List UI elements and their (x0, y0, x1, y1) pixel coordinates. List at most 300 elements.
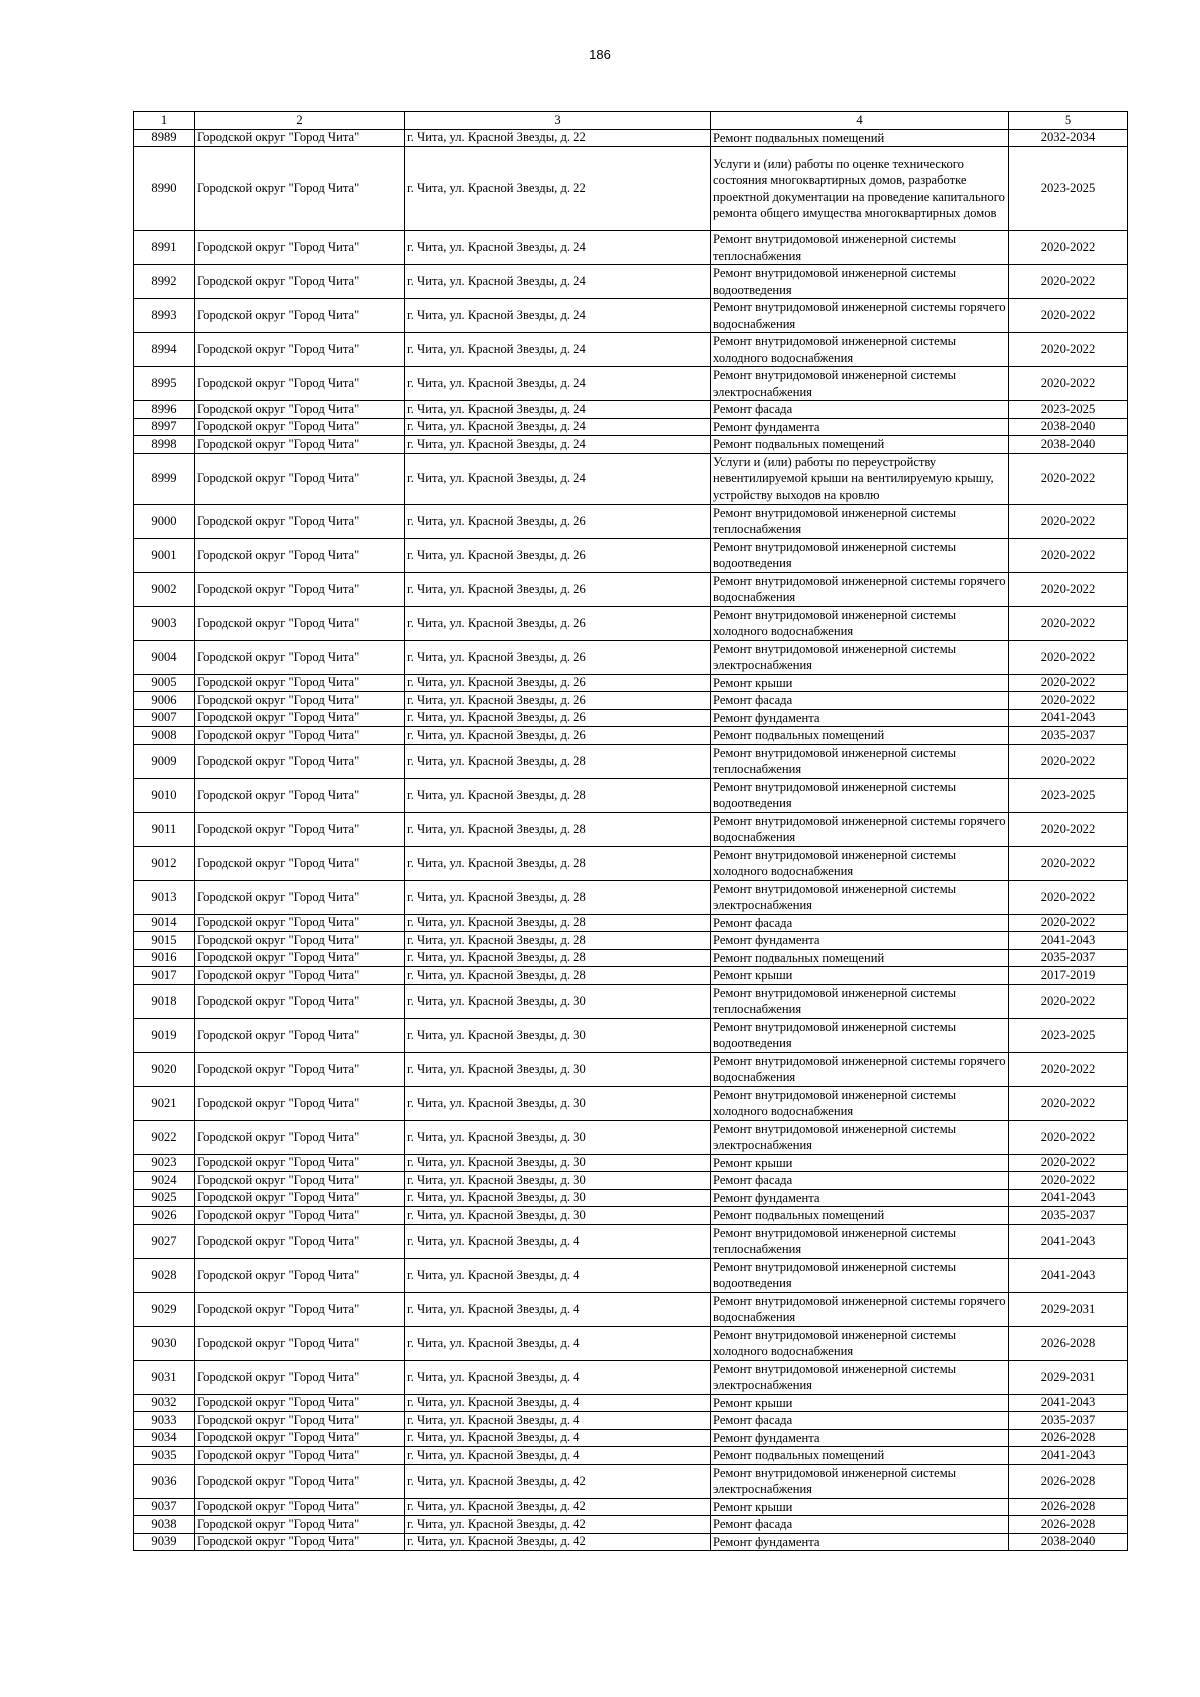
column-header-4: 4 (711, 112, 1009, 130)
column-header-5: 5 (1009, 112, 1128, 130)
table-row (134, 744, 1128, 778)
address-cell: г. Чита, ул. Красной Звезды, д. 26 (405, 504, 711, 538)
address-cell: г. Чита, ул. Красной Звезды, д. 26 (405, 538, 711, 572)
table-header-row (134, 112, 1128, 130)
address-cell: г. Чита, ул. Красной Звезды, д. 24 (405, 418, 711, 436)
table-row (134, 932, 1128, 950)
address-cell: г. Чита, ул. Красной Звезды, д. 26 (405, 692, 711, 710)
work-type-cell: Ремонт фасада (711, 1412, 1009, 1430)
column-header-2: 2 (195, 112, 405, 130)
work-type-cell: Ремонт внутридомовой инженерной системы горячего водоснабжения (711, 1292, 1009, 1326)
table-row (134, 1412, 1128, 1430)
work-type-cell: Ремонт подвальных помещений (711, 1207, 1009, 1225)
row-number: 9023 (134, 1154, 195, 1172)
row-number: 9028 (134, 1258, 195, 1292)
row-number: 9026 (134, 1207, 195, 1225)
work-type-cell: Ремонт внутридомовой инженерной системы теплоснабжения (711, 1224, 1009, 1258)
row-number: 8997 (134, 418, 195, 436)
address-cell: г. Чита, ул. Красной Звезды, д. 28 (405, 812, 711, 846)
row-number: 8994 (134, 333, 195, 367)
table-row (134, 1429, 1128, 1447)
address-cell: г. Чита, ул. Красной Звезды, д. 4 (405, 1429, 711, 1447)
address-cell: г. Чита, ул. Красной Звезды, д. 28 (405, 880, 711, 914)
municipality-cell: Городской округ "Город Чита" (195, 744, 405, 778)
period-cell: 2026-2028 (1009, 1429, 1128, 1447)
municipality-cell: Городской округ "Город Чита" (195, 812, 405, 846)
period-cell: 2041-2043 (1009, 1258, 1128, 1292)
row-number: 9009 (134, 744, 195, 778)
period-cell: 2035-2037 (1009, 1207, 1128, 1225)
row-number: 9038 (134, 1516, 195, 1534)
address-cell: г. Чита, ул. Красной Звезды, д. 24 (405, 231, 711, 265)
address-cell: г. Чита, ул. Красной Звезды, д. 24 (405, 453, 711, 504)
municipality-cell: Городской округ "Город Чита" (195, 727, 405, 745)
period-cell: 2029-2031 (1009, 1360, 1128, 1394)
row-number: 9036 (134, 1464, 195, 1498)
period-cell: 2020-2022 (1009, 572, 1128, 606)
municipality-cell: Городской округ "Город Чита" (195, 1154, 405, 1172)
municipality-cell: Городской округ "Город Чита" (195, 846, 405, 880)
address-cell: г. Чита, ул. Красной Звезды, д. 28 (405, 778, 711, 812)
municipality-cell: Городской округ "Город Чита" (195, 1086, 405, 1120)
work-type-cell: Ремонт внутридомовой инженерной системы холодного водоснабжения (711, 846, 1009, 880)
column-header-3: 3 (405, 112, 711, 130)
period-cell: 2026-2028 (1009, 1464, 1128, 1498)
row-number: 9010 (134, 778, 195, 812)
period-cell: 2020-2022 (1009, 538, 1128, 572)
row-number: 9008 (134, 727, 195, 745)
work-type-cell: Ремонт внутридомовой инженерной системы водоотведения (711, 1258, 1009, 1292)
period-cell: 2038-2040 (1009, 1533, 1128, 1551)
table-row (134, 1018, 1128, 1052)
table-row (134, 1258, 1128, 1292)
table-row (134, 436, 1128, 454)
work-type-cell: Ремонт внутридомовой инженерной системы электроснабжения (711, 1360, 1009, 1394)
municipality-cell: Городской округ "Город Чита" (195, 418, 405, 436)
period-cell: 2020-2022 (1009, 846, 1128, 880)
municipality-cell: Городской округ "Город Чита" (195, 967, 405, 985)
row-number: 9027 (134, 1224, 195, 1258)
period-cell: 2017-2019 (1009, 967, 1128, 985)
period-cell: 2041-2043 (1009, 709, 1128, 727)
work-type-cell: Ремонт крыши (711, 1394, 1009, 1412)
period-cell: 2020-2022 (1009, 744, 1128, 778)
address-cell: г. Чита, ул. Красной Звезды, д. 22 (405, 129, 711, 147)
work-type-cell: Ремонт внутридомовой инженерной системы водоотведения (711, 778, 1009, 812)
row-number: 9029 (134, 1292, 195, 1326)
address-cell: г. Чита, ул. Красной Звезды, д. 24 (405, 333, 711, 367)
table-row (134, 1394, 1128, 1412)
table-row (134, 778, 1128, 812)
period-cell: 2020-2022 (1009, 1052, 1128, 1086)
table-row (134, 1464, 1128, 1498)
municipality-cell: Городской округ "Город Чита" (195, 949, 405, 967)
municipality-cell: Городской округ "Город Чита" (195, 1189, 405, 1207)
table-row (134, 1189, 1128, 1207)
table-row (134, 914, 1128, 932)
row-number: 9003 (134, 606, 195, 640)
period-cell: 2032-2034 (1009, 129, 1128, 147)
table-row (134, 129, 1128, 147)
table-row (134, 967, 1128, 985)
address-cell: г. Чита, ул. Красной Звезды, д. 26 (405, 709, 711, 727)
municipality-cell: Городской округ "Город Чита" (195, 1207, 405, 1225)
table-row (134, 674, 1128, 692)
table-row (134, 846, 1128, 880)
work-type-cell: Ремонт внутридомовой инженерной системы водоотведения (711, 1018, 1009, 1052)
work-type-cell: Услуги и (или) работы по оценке технического состояния многоквартирных домов, разработке проектной документации на проведение капитального ремонта общего имущества многоквартирных домов (711, 147, 1009, 231)
municipality-cell: Городской округ "Город Чита" (195, 367, 405, 401)
municipality-cell: Городской округ "Город Чита" (195, 436, 405, 454)
work-type-cell: Ремонт крыши (711, 1154, 1009, 1172)
address-cell: г. Чита, ул. Красной Звезды, д. 42 (405, 1516, 711, 1534)
table-row (134, 1120, 1128, 1154)
work-type-cell: Ремонт внутридомовой инженерной системы холодного водоснабжения (711, 606, 1009, 640)
row-number: 9034 (134, 1429, 195, 1447)
address-cell: г. Чита, ул. Красной Звезды, д. 30 (405, 1172, 711, 1190)
row-number: 9021 (134, 1086, 195, 1120)
address-cell: г. Чита, ул. Красной Звезды, д. 28 (405, 846, 711, 880)
row-number: 9020 (134, 1052, 195, 1086)
work-type-cell: Ремонт фасада (711, 914, 1009, 932)
address-cell: г. Чита, ул. Красной Звезды, д. 4 (405, 1326, 711, 1360)
municipality-cell: Городской округ "Город Чита" (195, 984, 405, 1018)
row-number: 9015 (134, 932, 195, 950)
address-cell: г. Чита, ул. Красной Звезды, д. 4 (405, 1360, 711, 1394)
period-cell: 2020-2022 (1009, 265, 1128, 299)
row-number: 8999 (134, 453, 195, 504)
work-type-cell: Ремонт фундамента (711, 709, 1009, 727)
period-cell: 2020-2022 (1009, 984, 1128, 1018)
table-row (134, 504, 1128, 538)
period-cell: 2020-2022 (1009, 674, 1128, 692)
period-cell: 2020-2022 (1009, 333, 1128, 367)
municipality-cell: Городской округ "Город Чита" (195, 709, 405, 727)
row-number: 8992 (134, 265, 195, 299)
municipality-cell: Городской округ "Город Чита" (195, 1447, 405, 1465)
table-row (134, 367, 1128, 401)
row-number: 9025 (134, 1189, 195, 1207)
address-cell: г. Чита, ул. Красной Звезды, д. 4 (405, 1224, 711, 1258)
table-row (134, 265, 1128, 299)
period-cell: 2020-2022 (1009, 1154, 1128, 1172)
table-row (134, 1292, 1128, 1326)
period-cell: 2041-2043 (1009, 1447, 1128, 1465)
period-cell: 2020-2022 (1009, 453, 1128, 504)
municipality-cell: Городской округ "Город Чита" (195, 231, 405, 265)
address-cell: г. Чита, ул. Красной Звезды, д. 4 (405, 1292, 711, 1326)
table-row (134, 1360, 1128, 1394)
row-number: 9000 (134, 504, 195, 538)
address-cell: г. Чита, ул. Красной Звезды, д. 30 (405, 1154, 711, 1172)
table-row (134, 1533, 1128, 1551)
address-cell: г. Чита, ул. Красной Звезды, д. 4 (405, 1258, 711, 1292)
address-cell: г. Чита, ул. Красной Звезды, д. 30 (405, 1052, 711, 1086)
municipality-cell: Городской округ "Город Чита" (195, 1464, 405, 1498)
period-cell: 2020-2022 (1009, 299, 1128, 333)
table-row (134, 333, 1128, 367)
row-number: 9037 (134, 1498, 195, 1516)
period-cell: 2041-2043 (1009, 932, 1128, 950)
work-type-cell: Ремонт фасада (711, 1172, 1009, 1190)
row-number: 9006 (134, 692, 195, 710)
municipality-cell: Городской округ "Город Чита" (195, 778, 405, 812)
table-row (134, 401, 1128, 419)
table-row (134, 1447, 1128, 1465)
period-cell: 2020-2022 (1009, 1172, 1128, 1190)
municipality-cell: Городской округ "Город Чита" (195, 674, 405, 692)
address-cell: г. Чита, ул. Красной Звезды, д. 4 (405, 1412, 711, 1430)
municipality-cell: Городской округ "Город Чита" (195, 932, 405, 950)
work-type-cell: Ремонт внутридомовой инженерной системы теплоснабжения (711, 231, 1009, 265)
address-cell: г. Чита, ул. Красной Звезды, д. 30 (405, 1086, 711, 1120)
row-number: 9017 (134, 967, 195, 985)
address-cell: г. Чита, ул. Красной Звезды, д. 26 (405, 606, 711, 640)
work-type-cell: Ремонт внутридомовой инженерной системы холодного водоснабжения (711, 1326, 1009, 1360)
period-cell: 2026-2028 (1009, 1498, 1128, 1516)
work-type-cell: Ремонт крыши (711, 674, 1009, 692)
municipality-cell: Городской округ "Город Чита" (195, 401, 405, 419)
address-cell: г. Чита, ул. Красной Звезды, д. 24 (405, 265, 711, 299)
period-cell: 2026-2028 (1009, 1326, 1128, 1360)
table-row (134, 1207, 1128, 1225)
row-number: 8991 (134, 231, 195, 265)
work-type-cell: Ремонт фундамента (711, 418, 1009, 436)
table-row (134, 880, 1128, 914)
work-type-cell: Ремонт внутридомовой инженерной системы горячего водоснабжения (711, 299, 1009, 333)
row-number: 8989 (134, 129, 195, 147)
period-cell: 2023-2025 (1009, 147, 1128, 231)
work-type-cell: Ремонт внутридомовой инженерной системы водоотведения (711, 265, 1009, 299)
work-type-cell: Ремонт внутридомовой инженерной системы теплоснабжения (711, 744, 1009, 778)
row-number: 9030 (134, 1326, 195, 1360)
table-body (134, 129, 1128, 1551)
municipality-cell: Городской округ "Город Чита" (195, 333, 405, 367)
municipality-cell: Городской округ "Город Чита" (195, 1533, 405, 1551)
work-type-cell: Ремонт внутридомовой инженерной системы электроснабжения (711, 880, 1009, 914)
address-cell: г. Чита, ул. Красной Звезды, д. 28 (405, 932, 711, 950)
municipality-cell: Городской округ "Город Чита" (195, 1394, 405, 1412)
row-number: 8990 (134, 147, 195, 231)
address-cell: г. Чита, ул. Красной Звезды, д. 4 (405, 1394, 711, 1412)
municipality-cell: Городской округ "Город Чита" (195, 504, 405, 538)
table-row (134, 1086, 1128, 1120)
table-row (134, 709, 1128, 727)
row-number: 8995 (134, 367, 195, 401)
table-row (134, 812, 1128, 846)
work-schedule-table (133, 111, 1128, 1551)
row-number: 8998 (134, 436, 195, 454)
period-cell: 2026-2028 (1009, 1516, 1128, 1534)
work-type-cell: Ремонт подвальных помещений (711, 949, 1009, 967)
work-type-cell: Ремонт фасада (711, 692, 1009, 710)
row-number: 9018 (134, 984, 195, 1018)
row-number: 9001 (134, 538, 195, 572)
period-cell: 2035-2037 (1009, 727, 1128, 745)
table-row (134, 1498, 1128, 1516)
work-type-cell: Ремонт внутридомовой инженерной системы холодного водоснабжения (711, 1086, 1009, 1120)
municipality-cell: Городской округ "Город Чита" (195, 1018, 405, 1052)
period-cell: 2038-2040 (1009, 436, 1128, 454)
address-cell: г. Чита, ул. Красной Звезды, д. 26 (405, 640, 711, 674)
row-number: 8993 (134, 299, 195, 333)
work-type-cell: Ремонт внутридомовой инженерной системы горячего водоснабжения (711, 1052, 1009, 1086)
municipality-cell: Городской округ "Город Чита" (195, 880, 405, 914)
table-row (134, 1224, 1128, 1258)
table-row (134, 1516, 1128, 1534)
address-cell: г. Чита, ул. Красной Звезды, д. 42 (405, 1498, 711, 1516)
municipality-cell: Городской округ "Город Чита" (195, 299, 405, 333)
address-cell: г. Чита, ул. Красной Звезды, д. 30 (405, 984, 711, 1018)
row-number: 9033 (134, 1412, 195, 1430)
period-cell: 2035-2037 (1009, 1412, 1128, 1430)
table-row (134, 147, 1128, 231)
period-cell: 2020-2022 (1009, 606, 1128, 640)
row-number: 8996 (134, 401, 195, 419)
work-type-cell: Ремонт фасада (711, 401, 1009, 419)
period-cell: 2035-2037 (1009, 949, 1128, 967)
address-cell: г. Чита, ул. Красной Звезды, д. 4 (405, 1447, 711, 1465)
address-cell: г. Чита, ул. Красной Звезды, д. 30 (405, 1018, 711, 1052)
period-cell: 2020-2022 (1009, 1120, 1128, 1154)
table-row (134, 1052, 1128, 1086)
period-cell: 2020-2022 (1009, 367, 1128, 401)
address-cell: г. Чита, ул. Красной Звезды, д. 30 (405, 1120, 711, 1154)
work-type-cell: Услуги и (или) работы по переустройству невентилируемой крыши на вентилируемую крышу, устройству выходов на кровлю (711, 453, 1009, 504)
work-type-cell: Ремонт фундамента (711, 1189, 1009, 1207)
row-number: 9014 (134, 914, 195, 932)
work-type-cell: Ремонт фундамента (711, 1533, 1009, 1551)
address-cell: г. Чита, ул. Красной Звезды, д. 26 (405, 674, 711, 692)
municipality-cell: Городской округ "Город Чита" (195, 1172, 405, 1190)
municipality-cell: Городской округ "Город Чита" (195, 1326, 405, 1360)
row-number: 9005 (134, 674, 195, 692)
column-header-1: 1 (134, 112, 195, 130)
address-cell: г. Чита, ул. Красной Звезды, д. 28 (405, 967, 711, 985)
table-row (134, 231, 1128, 265)
work-type-cell: Ремонт подвальных помещений (711, 436, 1009, 454)
work-type-cell: Ремонт фундамента (711, 932, 1009, 950)
table-row (134, 1172, 1128, 1190)
work-type-cell: Ремонт внутридомовой инженерной системы водоотведения (711, 538, 1009, 572)
address-cell: г. Чита, ул. Красной Звезды, д. 42 (405, 1464, 711, 1498)
municipality-cell: Городской округ "Город Чита" (195, 692, 405, 710)
table-row (134, 538, 1128, 572)
row-number: 9012 (134, 846, 195, 880)
page-number: 186 (589, 47, 611, 62)
work-type-cell: Ремонт подвальных помещений (711, 129, 1009, 147)
municipality-cell: Городской округ "Город Чита" (195, 129, 405, 147)
work-type-cell: Ремонт подвальных помещений (711, 1447, 1009, 1465)
row-number: 9031 (134, 1360, 195, 1394)
address-cell: г. Чита, ул. Красной Звезды, д. 28 (405, 914, 711, 932)
address-cell: г. Чита, ул. Красной Звезды, д. 26 (405, 727, 711, 745)
work-type-cell: Ремонт внутридомовой инженерной системы теплоснабжения (711, 504, 1009, 538)
work-type-cell: Ремонт внутридомовой инженерной системы горячего водоснабжения (711, 812, 1009, 846)
period-cell: 2041-2043 (1009, 1224, 1128, 1258)
row-number: 9007 (134, 709, 195, 727)
municipality-cell: Городской округ "Город Чита" (195, 572, 405, 606)
municipality-cell: Городской округ "Город Чита" (195, 1360, 405, 1394)
work-type-cell: Ремонт крыши (711, 967, 1009, 985)
period-cell: 2041-2043 (1009, 1394, 1128, 1412)
row-number: 9019 (134, 1018, 195, 1052)
work-type-cell: Ремонт фундамента (711, 1429, 1009, 1447)
municipality-cell: Городской округ "Город Чита" (195, 640, 405, 674)
municipality-cell: Городской округ "Город Чита" (195, 1412, 405, 1430)
table-row (134, 299, 1128, 333)
work-type-cell: Ремонт крыши (711, 1498, 1009, 1516)
municipality-cell: Городской округ "Город Чита" (195, 1258, 405, 1292)
address-cell: г. Чита, ул. Красной Звезды, д. 42 (405, 1533, 711, 1551)
row-number: 9011 (134, 812, 195, 846)
work-type-cell: Ремонт подвальных помещений (711, 727, 1009, 745)
row-number: 9002 (134, 572, 195, 606)
table-row (134, 606, 1128, 640)
work-type-cell: Ремонт внутридомовой инженерной системы электроснабжения (711, 1464, 1009, 1498)
period-cell: 2020-2022 (1009, 504, 1128, 538)
period-cell: 2020-2022 (1009, 231, 1128, 265)
table-row (134, 727, 1128, 745)
period-cell: 2023-2025 (1009, 1018, 1128, 1052)
municipality-cell: Городской округ "Город Чита" (195, 538, 405, 572)
table-row (134, 453, 1128, 504)
table-row (134, 984, 1128, 1018)
row-number: 9035 (134, 1447, 195, 1465)
table-row (134, 692, 1128, 710)
period-cell: 2023-2025 (1009, 778, 1128, 812)
row-number: 9024 (134, 1172, 195, 1190)
table-row (134, 418, 1128, 436)
table-row (134, 1154, 1128, 1172)
period-cell: 2020-2022 (1009, 812, 1128, 846)
period-cell: 2023-2025 (1009, 401, 1128, 419)
municipality-cell: Городской округ "Город Чита" (195, 1224, 405, 1258)
municipality-cell: Городской округ "Город Чита" (195, 1052, 405, 1086)
work-type-cell: Ремонт внутридомовой инженерной системы электроснабжения (711, 367, 1009, 401)
municipality-cell: Городской округ "Город Чита" (195, 1429, 405, 1447)
row-number: 9016 (134, 949, 195, 967)
address-cell: г. Чита, ул. Красной Звезды, д. 24 (405, 367, 711, 401)
period-cell: 2020-2022 (1009, 1086, 1128, 1120)
address-cell: г. Чита, ул. Красной Звезды, д. 28 (405, 744, 711, 778)
row-number: 9039 (134, 1533, 195, 1551)
municipality-cell: Городской округ "Город Чита" (195, 147, 405, 231)
work-type-cell: Ремонт фасада (711, 1516, 1009, 1534)
period-cell: 2029-2031 (1009, 1292, 1128, 1326)
table-row (134, 949, 1128, 967)
address-cell: г. Чита, ул. Красной Звезды, д. 24 (405, 299, 711, 333)
work-type-cell: Ремонт внутридомовой инженерной системы холодного водоснабжения (711, 333, 1009, 367)
period-cell: 2020-2022 (1009, 880, 1128, 914)
address-cell: г. Чита, ул. Красной Звезды, д. 28 (405, 949, 711, 967)
work-type-cell: Ремонт внутридомовой инженерной системы теплоснабжения (711, 984, 1009, 1018)
row-number: 9032 (134, 1394, 195, 1412)
work-type-cell: Ремонт внутридомовой инженерной системы электроснабжения (711, 640, 1009, 674)
row-number: 9022 (134, 1120, 195, 1154)
address-cell: г. Чита, ул. Красной Звезды, д. 24 (405, 401, 711, 419)
municipality-cell: Городской округ "Город Чита" (195, 453, 405, 504)
municipality-cell: Городской округ "Город Чита" (195, 914, 405, 932)
address-cell: г. Чита, ул. Красной Звезды, д. 22 (405, 147, 711, 231)
table-row (134, 1326, 1128, 1360)
municipality-cell: Городской округ "Город Чита" (195, 606, 405, 640)
address-cell: г. Чита, ул. Красной Звезды, д. 24 (405, 436, 711, 454)
work-type-cell: Ремонт внутридомовой инженерной системы горячего водоснабжения (711, 572, 1009, 606)
municipality-cell: Городской округ "Город Чита" (195, 265, 405, 299)
address-cell: г. Чита, ул. Красной Звезды, д. 30 (405, 1207, 711, 1225)
row-number: 9013 (134, 880, 195, 914)
